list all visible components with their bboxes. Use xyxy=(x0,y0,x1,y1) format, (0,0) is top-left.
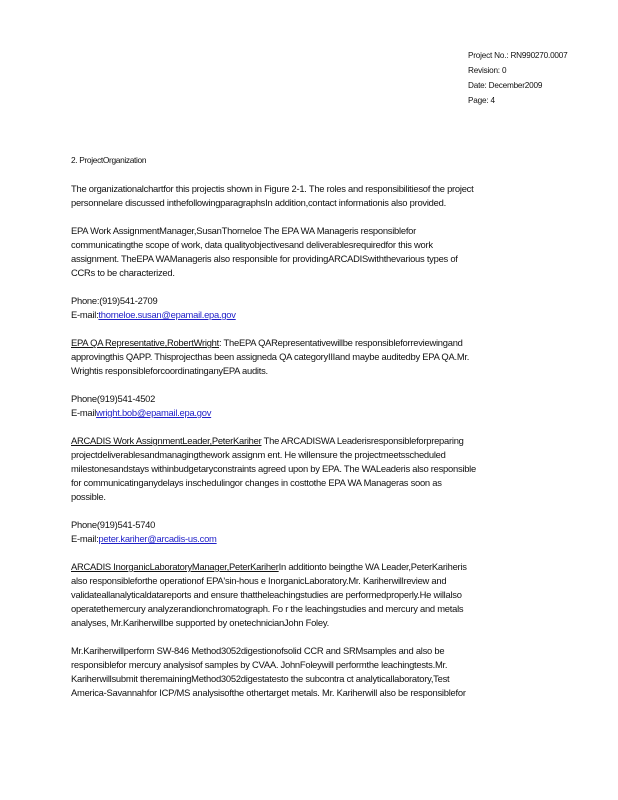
epa-qa-email-link[interactable]: wright.bob@epamail.epa.gov xyxy=(96,407,212,418)
document-body xyxy=(71,182,541,714)
epa-wam-title: EPA Work AssignmentManager,SusanThorneloe xyxy=(71,225,262,236)
page-number: Page: 4 xyxy=(468,96,495,105)
arcadis-lab-line-3: validateallanalyticaldatareports and ensure thattheleachingstudies are performedproperly.He willalso xyxy=(71,589,462,600)
epa-wam-line-2: communicatingthe scope of work, data qualityobjectivesand deliverablesrequiredfor this work xyxy=(71,239,433,250)
arcadis-lab-line-2: also responsibleforthe operationof EPA'sin-hous e InorganicLaboratory.Mr. Kariherwillreview and xyxy=(71,575,447,586)
arcadis-wam-line-5: possible. xyxy=(71,491,106,502)
final-line-3: Kariherwillsubmit theremainingMethod3052digestatesto the subcontra ct analyticallaboratory,Test xyxy=(71,673,450,684)
epa-qa-phone: Phone(919)541-4502 xyxy=(71,393,156,404)
arcadis-lab-line-4: operatethemercury analyzerandionchromatograph. Fo r the leachingstudies and mercury and metals xyxy=(71,603,464,614)
arcadis-lab-line-5: analyses, Mr.Kariherwillbe supported by onetechnicianJohn Foley. xyxy=(71,617,329,628)
epa-wam-line-4: CCRs to be characterized. xyxy=(71,267,175,278)
epa-wam-email-line xyxy=(71,308,541,322)
epa-wam-line-1 xyxy=(71,224,541,238)
arcadis-wam-contact xyxy=(71,518,541,546)
arcadis-lab-line-1 xyxy=(71,560,541,574)
epa-qa-email-line xyxy=(71,406,541,420)
epa-wam-line-3: assignment. TheEPA WAManageris also responsible for providingARCADISwiththevarious types of xyxy=(71,253,458,264)
final-paragraph xyxy=(71,644,541,700)
epa-qa-paragraph xyxy=(71,336,541,378)
project-number: Project No.: RN990270.0007 xyxy=(468,51,568,60)
arcadis-wam-line-1-text: The ARCADISWA Leaderisresponsibleforpreparing xyxy=(261,435,464,446)
epa-wam-paragraph xyxy=(71,224,541,280)
epa-qa-line-3: Wrightis responsibleforcoordinatinganyEPA audits. xyxy=(71,365,268,376)
revision: Revision: 0 xyxy=(468,66,507,75)
arcadis-wam-phone: Phone(919)541-5740 xyxy=(71,519,156,530)
email-label: E-mail xyxy=(71,407,97,418)
arcadis-wam-title: ARCADIS Work AssignmentLeader,PeterKariher xyxy=(71,435,262,446)
arcadis-wam-paragraph xyxy=(71,434,541,504)
section-title: 2. ProjectOrganization xyxy=(71,155,147,165)
intro-paragraph xyxy=(71,182,541,210)
final-line-1: Mr.Kariherwillperform SW-846 Method3052digestionofsolid CCR and SRMsamples and also be xyxy=(71,645,445,656)
arcadis-lab-title: ARCADIS InorganicLaboratoryManager,PeterKariher xyxy=(71,561,279,572)
arcadis-wam-email-line xyxy=(71,532,541,546)
date: Date: December2009 xyxy=(468,81,543,90)
epa-wam-email-link[interactable]: thorneloe.susan@epamail.epa.gov xyxy=(98,309,236,320)
email-label: E-mail: xyxy=(71,533,99,544)
arcadis-wam-line-3: milestonesandstays withinbudgetaryconstraints agreed upon by EPA. The WALeaderis also responsible xyxy=(71,463,476,474)
epa-wam-contact xyxy=(71,294,541,322)
email-label: E-mail: xyxy=(71,309,99,320)
epa-qa-contact xyxy=(71,392,541,420)
arcadis-wam-line-2: projectdeliverablesandmanagingthework assignm ent. He willensure the projectmeetsscheduled xyxy=(71,449,446,460)
final-line-2: responsiblefor mercury analysisof samples by CVAA. JohnFoleywill performthe leachingtests.Mr. xyxy=(71,659,448,670)
arcadis-lab-line-1-text: In additionto beingthe WA Leader,PeterKariheris xyxy=(278,561,467,572)
epa-qa-line-1 xyxy=(71,336,541,350)
arcadis-lab-paragraph xyxy=(71,560,541,630)
arcadis-wam-line-4: for communicatinganydelays inschedulingor changes in costtothe EPA WA Manageras soon as xyxy=(71,477,442,488)
epa-wam-line-1-text: The EPA WA Manageris responsiblefor xyxy=(261,225,417,236)
arcadis-wam-email-link[interactable]: peter.kariher@arcadis-us.com xyxy=(98,533,217,544)
intro-line-2: personnelare discussed inthefollowingparagraphsIn addition,contact informationis also provided. xyxy=(71,197,446,208)
final-line-4: America-Savannahfor ICP/MS analysisofthe othertarget metals. Mr. Kariherwill also be responsiblefor xyxy=(71,687,466,698)
epa-qa-line-2: approvingthis QAPP. Thisprojecthas been assigneda QA categoryIIIand maybe auditedby EPA QA.Mr. xyxy=(71,351,470,362)
epa-qa-line-1-text: : TheEPA QARepresentativewillbe responsibleforreviewingand xyxy=(219,337,463,348)
page-header xyxy=(468,48,608,108)
intro-line-1: The organizationalchartfor this projectis shown in Figure 2-1. The roles and responsibilitiesof the project xyxy=(71,183,474,194)
epa-qa-title: EPA QA Representative,RobertWright xyxy=(71,337,219,348)
epa-wam-phone: Phone:(919)541-2709 xyxy=(71,295,158,306)
arcadis-wam-line-1 xyxy=(71,434,541,448)
